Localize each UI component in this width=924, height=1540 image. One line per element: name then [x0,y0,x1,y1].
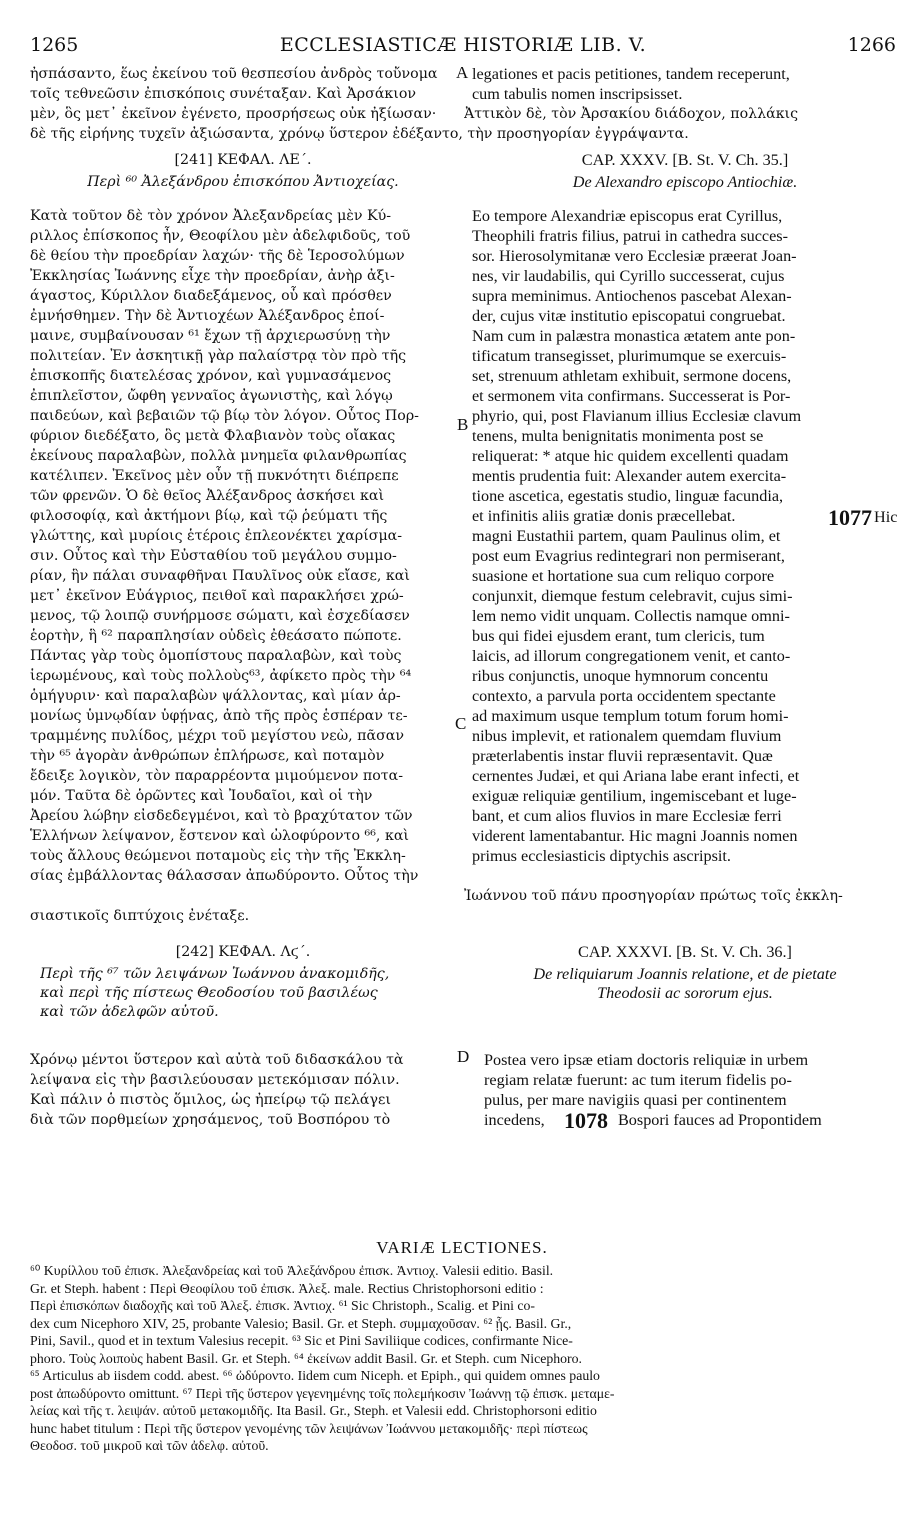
latin-line: contexto, a parvula porta occidentem spectante [472,687,776,705]
latin-top-line: legationes et pacis petitiones, tandem receperunt, [472,65,790,83]
latin-line: post eum Evagrius redintegrari non permiserant, [472,547,785,565]
greek-chapter-heading: [241] ΚΕΦΑΛ. ΛΕ΄. [174,152,312,168]
latin-line: exiguæ reliquiæ gentilium, ingemiscebant et luge- [472,787,797,805]
margin-letter: C [455,714,467,733]
latin-line: nes, vir laudabilis, qui Cyrillo successerat, cujus [472,267,785,285]
margin-letter: D [457,1047,470,1066]
greek-line: Κατὰ τοῦτον δὲ τὸν χρόνον Ἀλεξανδρείας μὲν Κύ- [30,208,392,224]
greek-chapter-subtitle: καὶ περὶ τῆς πίστεως Θεοδοσίου τοῦ βασιλέως [40,985,378,1001]
greek-line: ἐπιπλεῖστον, ὤφθη γενναῖος ἀγωνιστὴς, καὶ λόγῳ [30,388,393,404]
variant-note-line: λείας καὶ τῆς τ. λειψάν. αὐτοῦ μετακομιδῆς. Ita Basil. Gr., Steph. et Valesii edd. Christophorsoni editio [30,1403,597,1418]
greek-line: τῶν φρενῶν. Ὁ δὲ θεῖος Ἀλέξανδρος ἀσκήσει καὶ [30,488,385,504]
greek-chapter-subtitle: Περὶ τῆς ⁶⁷ τῶν λειψάνων Ἰωάννου ἀνακομιδῆς, [40,966,390,982]
latin-chapter-subtitle: De reliquiarum Joannis relatione, et de pietate [533,965,837,983]
greek-line: γλώττης, καὶ μυρίοις ἑτέροις ἐπλεονέκτει χαρίσμα- [30,528,403,544]
greek-top-line-right: Ἀττικὸν δὲ, τὸν Ἀρσακίου διάδοχον, πολλάκις [464,106,799,122]
latin-line: præterlabentis instar fluvii repræsentavit. Quæ [472,747,773,765]
latin-chapter-heading: CAP. XXXVI. [B. St. V. Ch. 36.] [578,943,792,961]
greek-line: παιδεύων, καὶ βεβαιῶν τῷ βίῳ τὸν λόγον. Οὗτος Πορ- [30,408,419,424]
greek-line: σιν. Οὗτος καὶ τὴν Εὐσταθίου τοῦ μεγάλου συμμο- [30,548,397,564]
latin-line: nibus implevit, et rationalem quemdam fluvium [472,727,782,745]
variant-note-line: Θεοδοσ. τοῦ μικροῦ καὶ τῶν ἀδελφ. αὐτοῦ. [30,1438,269,1453]
latin-line: mentis prudentia fuit: Alexander autem exercita- [472,467,787,485]
variant-note-line: Περὶ ἐπισκόπων διαδοχῆς καὶ τοῦ Ἀλεξ. ἐπισκ. Ἀντιοχ. ⁶¹ Sic Christoph., Scalig. et Pini co- [30,1298,536,1313]
greek-span-line: Ἰωάννου τοῦ πάνυ προσηγορίαν πρώτως τοῖς ἐκκλη- [464,888,843,904]
greek-line: τὴν ⁶⁵ ἀγορὰν ἀνθρώπων ἐπλήρωσε, καὶ ποταμὸν [30,748,385,764]
page-number-right: 1266 [847,34,896,56]
greek-line: ἱερωμένους, καὶ τοὺς πολλοὺς⁶³, ἀφίκετο πρὸς τὴν ⁶⁴ [30,668,412,684]
latin-line-fragment: Bospori fauces ad Propontidem [618,1111,822,1129]
greek-line: Πάντας γὰρ τοὺς ὁμοπίστους παραλαβὼν, καὶ τοὺς [30,648,402,664]
greek-line: ρίαν, ἣν πάλαι συναφθῆναι Παυλῖνος οὐκ εἴασε, καὶ [30,568,410,584]
latin-line: regiam relatæ fuerunt: ac tum iterum fidelis po- [484,1071,792,1089]
greek-line: τραμμένης πυλίδος, μέχρι τοῦ μεγίστου νεὼ, πᾶσαν [30,728,404,744]
greek-line: φιλοσοφίᾳ, καὶ ἀκτήμονι βίῳ, καὶ τῷ ῥεύματι τῆς [30,508,388,524]
latin-line: pulus, per mare navigiis quasi per continentem [484,1091,787,1109]
latin-line: Theophili fratris filius, patrui in cathedra succes- [472,227,788,245]
greek-line: μόν. Ταῦτα δὲ ὁρῶντες καὶ Ἰουδαῖοι, καὶ οἱ τὴν [30,788,373,804]
greek-line: μονίως ὑμνῳδίαν ὑφῄνας, ἀπὸ τῆς πρὸς ἑσπέραν τε- [30,708,408,724]
latin-line: tificatum transegisset, plurimumque se exercuis- [472,347,787,365]
latin-line-fragment: incedens, [484,1111,545,1129]
variant-note-line: phoro. Τοὺς λοιποὺς habent Basil. Gr. et Steph. ⁶⁴ ἐκείνων addit Basil. Gr. et Steph. cum Nicephoro. [30,1350,582,1366]
latin-line: Eo tempore Alexandriæ episcopus erat Cyrillus, [472,207,783,225]
running-title: ECCLESIASTICÆ HISTORIÆ LIB. V. [279,34,647,56]
latin-line: supra meminimus. Antiochenos pascebat Alexan- [472,287,792,305]
greek-line: Καὶ πάλιν ὁ πιστὸς ὅμιλος, ὡς ἠπείρῳ τῷ πελάγει [30,1092,391,1108]
latin-line: conjunxit, diemque festum celebravit, cujus simi- [472,587,793,605]
greek-top-line: μὲν, ὃς μετ᾽ ἐκεῖνον ἐγένετο, προσρήσεως οὐκ ἠξίωσαν· [30,106,437,122]
greek-line: κατέλιπεν. Ἐκεῖνος μὲν οὖν τῇ πυκνότητι διέπρεπε [30,468,399,484]
latin-line: ribus conjunctis, unoque hymnorum concentu [472,667,769,685]
greek-line: μενος, τῷ λοιπῷ συνήρμοσε σώματι, καὶ ἐσχεδίασεν [30,608,410,624]
column-marker-1077: 1077 [828,505,872,530]
latin-line: tione ascetica, egestatis studio, linguæ facundia, [472,487,784,505]
greek-line: ὁμήγυριν· καὶ παραλαβὼν ψάλλοντας, καὶ μίαν ἁρ- [30,688,401,704]
running-header [30,34,896,58]
margin-letter: A [456,63,469,82]
greek-line: φύριον διεδέξατο, ὃς μετὰ Φλαβιανὸν τοὺς οἴακας [30,428,396,444]
greek-line: σίας ἐμβάλλοντας θάλασσαν ἀπωδύροντο. Οὗτος τὴν [30,868,419,884]
greek-top-line: δὲ τῆς εἰρήνης τυχεῖν ἀξιώσαντα, χρόνῳ ὕστερον ἐδέξαντο, τὴν προσηγορίαν ἐγγράψαντα. [30,126,689,142]
latin-line: suasione et hortatione sua cum reliquo corpore [472,567,775,585]
latin-chapter-heading: CAP. XXXV. [B. St. V. Ch. 35.] [581,151,789,169]
greek-line: ριλλος ἐπίσκοπος ἦν, Θεοφίλου μὲν ἀδελφιδοῦς, τοῦ [30,228,411,244]
greek-line: Ἐκκλησίας Ἰωάννης εἶχε τὴν προεδρίαν, ἀνὴρ ἀξι- [30,268,395,284]
latin-line: cernentes Judæi, et qui Ariana labe erant infecti, et [472,767,800,785]
greek-line: ἐπισκοπῆς διατελέσας χρόνον, καὶ γυμνασάμενος [30,368,392,384]
latin-line: der, cujus vitæ institutio episcopatui congruebat. [472,307,786,325]
greek-line: πολιτείαν. Ἐν ἀσκητικῇ γὰρ παλαίστρᾳ τὸν πρὸ τῆς [30,348,407,364]
greek-top-line: ἠσπάσαντο, ἕως ἐκείνου τοῦ θεσπεσίου ἀνδρὸς τοὔνομα [30,66,438,82]
greek-line: Ἀρείου λώβην εἰσδεδεγμένοι, καὶ τὸ βραχύτατον τῶν [30,808,413,824]
latin-line: laicis, ad illorum congregationem venit, et canto- [472,647,791,665]
variae-lectiones-title: VARIÆ LECTIONES. [376,1238,548,1257]
greek-chapter-subtitle: καὶ τῶν ἀδελφῶν αὐτοῦ. [40,1004,219,1020]
greek-line: μαινε, συμβαίνουσαν ⁶¹ ἔχων τῇ ἀρχιερωσύνῃ τὴν [30,328,391,344]
latin-line: lem nemo vidit unquam. Collectis namque omni- [472,607,790,625]
latin-line: phyrio, qui, post Flavianum illius Ecclesiæ clavum [472,407,802,425]
greek-line: Χρόνῳ μέντοι ὕστερον καὶ αὐτὰ τοῦ διδασκάλου τὰ [30,1052,404,1068]
latin-line-fragment: Hic [874,508,898,526]
latin-line: tenens, multa benignitatis monimenta post se [472,427,764,445]
greek-chapter-subtitle: Περὶ ⁶⁰ Ἀλεξάνδρου ἐπισκόπου Ἀντιοχείας. [87,174,399,190]
latin-chapter-subtitle: De Alexandro episcopo Antiochiæ. [572,173,798,191]
latin-top-line: cum tabulis nomen inscripsisset. [472,85,683,103]
greek-line: Ἑλλήνων λείψανον, ἔστενον καὶ ὠλοφύροντο ⁶⁶, καὶ [30,828,409,844]
latin-line: bant, et cum alios fluvios in mare Ecclesiæ ferri [472,807,782,825]
latin-line: Postea vero ipsæ etiam doctoris reliquiæ in urbem [484,1051,809,1069]
variant-note-line: Pini, Savil., quod et in textum Valesius recepit. ⁶³ Sic et Pini Saviliique codices, confirmante Nice- [30,1333,573,1348]
latin-line: viderent lamentabantur. Hic magni Joannis nomen [472,827,798,845]
latin-line: ad maximum usque templum totum forum homi- [472,707,789,725]
greek-line: ἐμνήσθημεν. Τὴν δὲ Ἀντιοχέων Ἀλέξανδρος ἐποί- [30,308,385,324]
greek-chapter-heading: [242] ΚΕΦΑΛ. Λϛ΄. [175,944,311,960]
greek-line: ἑορτὴν, ἣ ⁶² παραπλησίαν οὐδεὶς ἐθεάσατο πώποτε. [30,628,402,644]
variant-note-line: post ἀπωδύροντο omittunt. ⁶⁷ Περὶ τῆς ὕστερον γεγενημένης τοῖς πολεμήκοσιν Ἰωάννῃ τῷ ἐπισκ. μεταμε- [30,1385,615,1401]
greek-line: σιαστικοῖς διπτύχοις ἐνέταξε. [30,908,250,924]
latin-line: primus ecclesiasticis diptychis ascripsit. [472,847,731,865]
latin-line: reliquerat: * atque hic quidem excellenti quadam [472,447,789,465]
variant-note-line: Gr. et Steph. habent : Περὶ Θεοφίλου τοῦ ἐπισκ. Ἀλεξ. male. Rectius Christophorsoni editio : [30,1280,544,1296]
greek-line: μετ᾽ ἐκεῖνον Εὐάγριος, πειθοῖ καὶ παρακλήσει χρώ- [30,588,404,604]
latin-line: sor. Hierosolymitanæ vero Ecclesiæ præerat Joan- [472,247,797,265]
latin-line: bus qui fidei ejusdem erant, tum clericis, tum [472,627,765,645]
column-marker-1078: 1078 [564,1108,608,1133]
latin-line: et sermonem vita confirmans. Successerat is Por- [472,387,791,405]
greek-line: άγαστος, Κύριλλον διαδεξάμενος, οὗ καὶ πρόσθεν [30,288,392,304]
variant-note-line: dex cum Nicephoro XIV, 25, probante Valesio; Basil. Gr. et Steph. συμμαχοῦσαν. ⁶² ᾗς. Basil. Gr., [30,1315,572,1331]
latin-chapter-subtitle: Theodosii ac sororum ejus. [597,984,773,1002]
greek-line: δὲ θείου τὴν προεδρίαν λαχών· τῆς δὲ Ἱεροσολύμων [30,248,405,264]
variant-note-line: ⁶⁰ Κυρίλλου τοῦ ἐπισκ. Ἀλεξανδρείας καὶ τοῦ Ἀλεξάνδρου ἐπισκ. Ἀντιοχ. Valesii editio. Basil. [30,1263,554,1278]
variant-note-line: ⁶⁵ Articulus ab iisdem codd. abest. ⁶⁶ ὠδύροντο. Iidem cum Niceph. et Epiph., qui quidem omnes paulo [30,1368,600,1383]
greek-line: λείψανα εἰς τὴν βασιλεύουσαν μετεκόμισαν πόλιν. [30,1072,400,1088]
greek-line: διὰ τῶν πορθμείων χρησάμενος, τοῦ Βοσπόρου τὸ [30,1112,391,1128]
greek-line: ἐκείνους παραλαβὼν, πολλὰ μνημεῖα φιλανθρωπίας [30,448,407,464]
greek-line: ἔδειξε λογικὸν, τὸν παραρρέοντα μιμούμενον ποτα- [30,768,403,784]
variant-note-line: hunc habet titulum : Περὶ τῆς ὕστερον γενομένης τῶν λειψάνων Ἰωάννου μετακομιδῆς· περὶ πίστεως [30,1420,588,1436]
latin-line: et infinitis aliis gratiæ donis præcellebat. [472,507,736,525]
latin-line: set, strenuum athletam exhibuit, sermone docens, [472,367,792,385]
latin-line: magni Eustathii partem, quam Paulinus olim, et [472,527,781,545]
greek-line: τοὺς ἄλλους θεώμενοι ποταμοὺς εἰς τὴν τῆς Ἐκκλη- [30,848,406,864]
margin-letter: B [457,415,469,434]
greek-top-line: τοῖς τεθνεῶσιν ἐπισκόποις συνέταξαν. Καὶ Ἀρσάκιον [30,86,417,102]
page-number-left: 1265 [30,34,79,56]
latin-line: Nam cum in palæstra monastica ætatem ante pon- [472,327,796,345]
